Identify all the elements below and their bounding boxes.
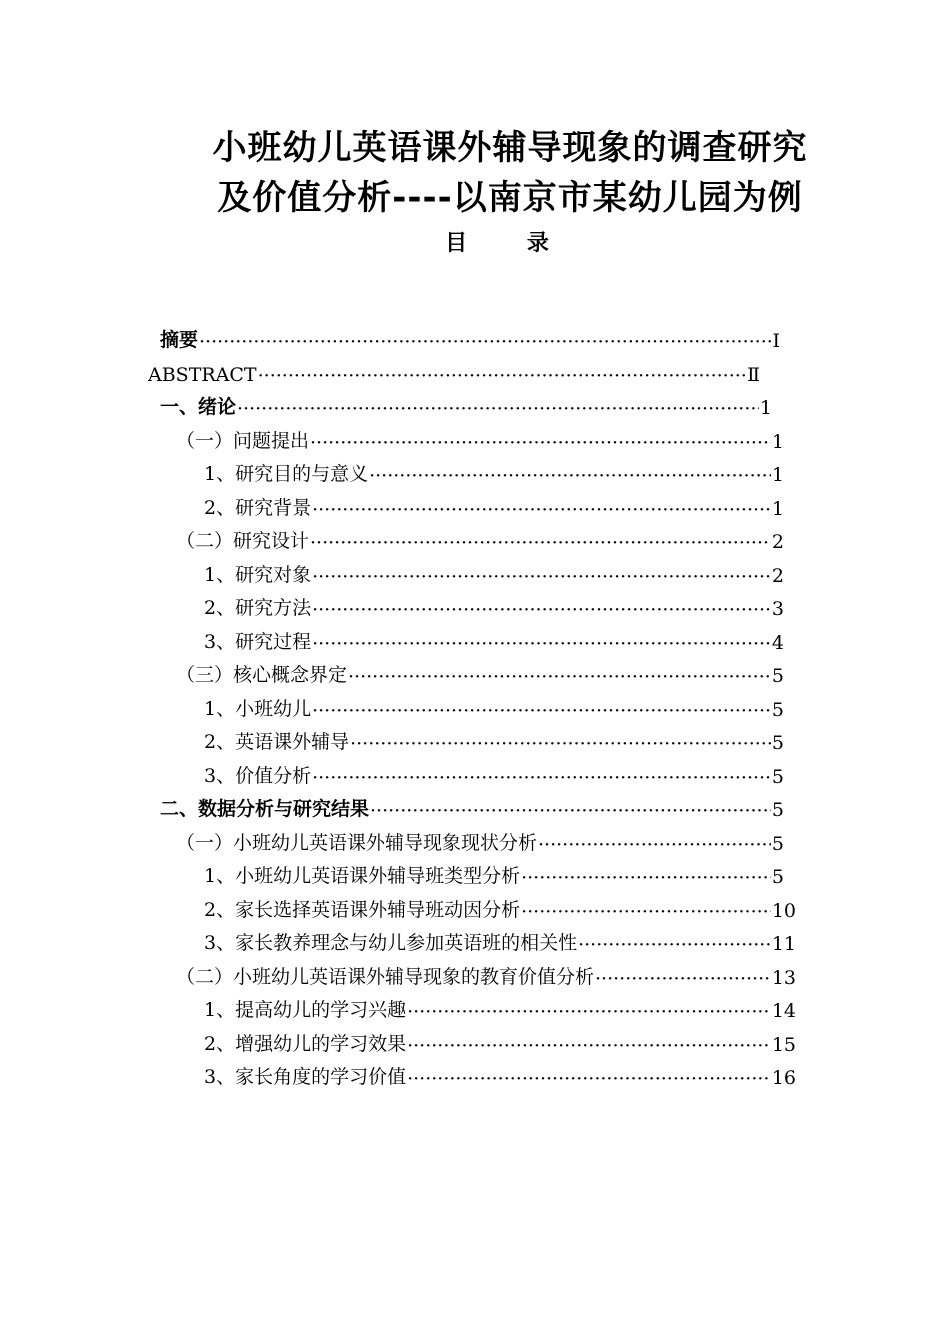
toc-entry[interactable] <box>204 490 784 520</box>
toc-heading: 目 录 <box>445 231 575 256</box>
toc-leader-dots <box>312 601 771 620</box>
toc-entry[interactable] <box>204 1059 796 1089</box>
toc-entry-page: 5 <box>771 665 784 687</box>
toc-entry-page: Ⅱ <box>747 364 760 386</box>
toc-leader-dots <box>578 936 771 955</box>
toc-entry-page: 5 <box>771 866 784 888</box>
toc-entry-page: 1 <box>771 431 784 453</box>
toc-leader-dots <box>312 501 771 520</box>
toc-entry-label: 2、英语课外辅导 <box>204 731 350 753</box>
toc-entry-page: 5 <box>771 799 784 821</box>
toc-entry-page: 2 <box>771 565 784 587</box>
toc-entry-page: 15 <box>771 1034 796 1056</box>
toc-entry[interactable] <box>204 691 784 721</box>
toc-entry-label: 1、研究目的与意义 <box>204 463 369 485</box>
toc-leader-dots <box>258 367 746 386</box>
toc-leader-dots <box>369 467 771 486</box>
toc-entry-page: 2 <box>771 531 784 553</box>
toc-entry-label: 2、增强幼儿的学习效果 <box>204 1033 407 1055</box>
toc-leader-dots <box>312 702 771 721</box>
toc-entry[interactable] <box>204 858 784 888</box>
toc-leader-dots <box>370 802 771 821</box>
toc-entry-page: Ⅰ <box>772 330 780 352</box>
toc-entry-page: 5 <box>771 833 784 855</box>
toc-entry-page: 1 <box>771 498 784 520</box>
toc-entry-label: （二）研究设计 <box>176 530 310 552</box>
toc-leader-dots <box>310 534 771 553</box>
toc-entry[interactable] <box>148 356 760 386</box>
document-title-line-2: 及价值分析----以南京市某幼儿园为例 <box>217 178 803 218</box>
toc-entry[interactable] <box>204 892 796 922</box>
toc-entry-label: 1、提高幼儿的学习兴趣 <box>204 999 407 1021</box>
toc-leader-dots <box>310 434 771 453</box>
toc-entry[interactable] <box>160 791 784 821</box>
toc-entry-label: （二）小班幼儿英语课外辅导现象的教育价值分析 <box>176 966 595 988</box>
toc-leader-dots <box>407 1037 771 1056</box>
toc-entry[interactable] <box>176 523 784 553</box>
toc-entry[interactable] <box>160 389 772 419</box>
toc-entry-label: 3、家长角度的学习价值 <box>204 1066 407 1088</box>
toc-leader-dots <box>312 769 771 788</box>
toc-entry[interactable] <box>176 423 784 453</box>
toc-leader-dots <box>350 735 771 754</box>
toc-entry[interactable] <box>204 590 784 620</box>
toc-leader-dots <box>199 333 771 352</box>
toc-entry-page: 5 <box>771 766 784 788</box>
toc-entry-page: 16 <box>771 1067 796 1089</box>
toc-entry-page: 11 <box>771 933 796 955</box>
toc-entry-page: 4 <box>771 632 784 654</box>
toc-entry-label: 2、家长选择英语课外辅导班动因分析 <box>204 899 521 921</box>
toc-entry-page: 14 <box>771 1000 796 1022</box>
toc-entry-label: 2、研究背景 <box>204 497 312 519</box>
toc-leader-dots <box>407 1070 771 1089</box>
toc-entry[interactable] <box>160 322 780 352</box>
toc-entry-label: 3、价值分析 <box>204 765 312 787</box>
toc-entry-page: 5 <box>771 699 784 721</box>
toc-entry-label: 二、数据分析与研究结果 <box>160 798 370 820</box>
toc-entry-label: 1、小班幼儿英语课外辅导班类型分析 <box>204 865 521 887</box>
toc-entry-label: 3、家长教养理念与幼儿参加英语班的相关性 <box>204 932 578 954</box>
toc-entry-label: 3、研究过程 <box>204 631 312 653</box>
toc-entry[interactable] <box>204 624 784 654</box>
toc-leader-dots <box>312 568 771 587</box>
toc-entry-label: ABSTRACT <box>148 364 257 386</box>
toc-entry-label: 1、小班幼儿 <box>204 698 312 720</box>
toc-entry[interactable] <box>204 925 796 955</box>
toc-entry-label: 一、绪论 <box>160 396 237 418</box>
toc-entry-page: 3 <box>771 598 784 620</box>
toc-leader-dots <box>312 635 771 654</box>
toc-leader-dots <box>538 836 771 855</box>
toc-entry[interactable] <box>204 724 784 754</box>
toc-entry-page: 10 <box>771 900 796 922</box>
toc-leader-dots <box>348 668 771 687</box>
toc-entry-label: 1、研究对象 <box>204 564 312 586</box>
toc-entry[interactable] <box>204 758 784 788</box>
document-title-line-1: 小班幼儿英语课外辅导现象的调查研究 <box>212 128 808 168</box>
toc-leader-dots <box>237 400 759 419</box>
toc-entry[interactable] <box>176 657 784 687</box>
toc-entry-label: 2、研究方法 <box>204 597 312 619</box>
toc-entry-label: 摘要 <box>160 329 199 351</box>
toc-leader-dots <box>595 970 771 989</box>
toc-entry-page: 1 <box>771 464 784 486</box>
toc-entry-label: （一）小班幼儿英语课外辅导现象现状分析 <box>176 832 538 854</box>
toc-entry-label: （一）问题提出 <box>176 430 310 452</box>
toc-entry-label: （三）核心概念界定 <box>176 664 348 686</box>
toc-entry[interactable] <box>204 557 784 587</box>
toc-entry-page: 13 <box>771 967 796 989</box>
toc-entry[interactable] <box>204 992 796 1022</box>
toc-leader-dots <box>521 903 771 922</box>
toc-entry[interactable] <box>204 456 784 486</box>
toc-leader-dots <box>521 869 771 888</box>
toc-entry-page: 1 <box>759 397 772 419</box>
toc-entry[interactable] <box>176 959 796 989</box>
toc-entry[interactable] <box>204 1026 796 1056</box>
toc-entry-page: 5 <box>771 732 784 754</box>
toc-entry[interactable] <box>176 825 784 855</box>
toc-leader-dots <box>407 1003 771 1022</box>
